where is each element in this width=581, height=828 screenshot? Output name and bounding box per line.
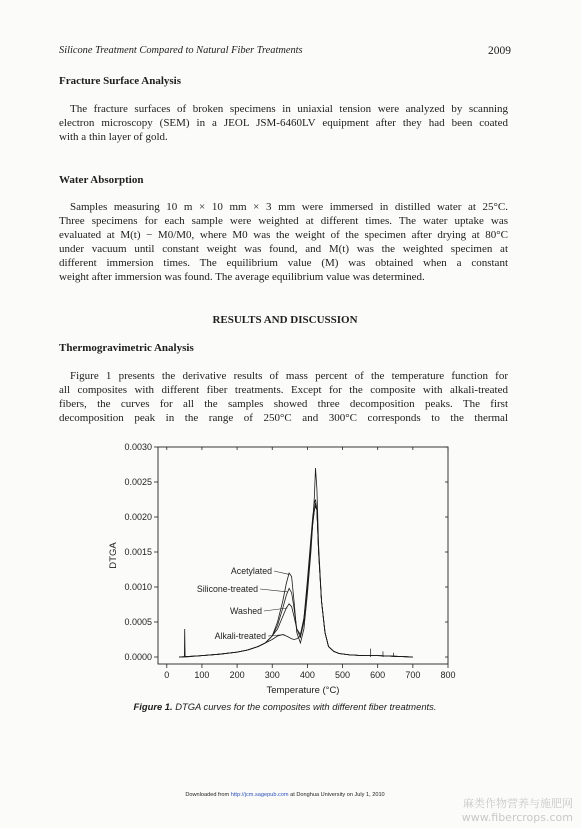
curve-annotation: Acetylated	[230, 566, 272, 576]
text-line: under vacuum until constant weight was found, and M(t) was the weighted specimen at	[59, 242, 508, 255]
text-line: evaluated at M(t) − M0/M0, where M0 was the weight of the specimen after drying at 80°C	[59, 228, 508, 241]
footer-link[interactable]: http://jcm.sagepub.com	[230, 792, 289, 798]
watermark-line-2: www.fibercrops.com	[461, 811, 573, 824]
x-tick-label: 600	[370, 670, 386, 680]
running-header	[59, 45, 511, 61]
text-line: Three specimens for each sample were weighted at different times. The water uptake was	[59, 214, 508, 227]
paragraph-thermo	[59, 370, 508, 426]
section-heading-thermo: Thermogravimetric Analysis	[59, 342, 194, 354]
x-tick-label: 700	[405, 670, 421, 680]
dtga-chart	[0, 430, 581, 700]
text-line: decomposition peak in the range of 250°C and 300°C corresponds to the thermal	[59, 411, 508, 424]
text-line: electron microscopy (SEM) in a JEOL JSM-6460LV equipment after they had been coated	[59, 116, 508, 129]
text-line: Figure 1 presents the derivative results of mass percent of the temperature function for	[70, 370, 508, 382]
caption-label: Figure 1.	[133, 701, 173, 712]
text-line: The fracture surfaces of broken specimens in uniaxial tension were analyzed by scanning	[70, 103, 508, 115]
text-line: fibers, the curves for all the samples showed three decomposition peaks. The first	[59, 397, 508, 410]
results-heading: RESULTS AND DISCUSSION	[212, 314, 358, 326]
x-axis-label: Temperature (°C)	[266, 685, 340, 696]
x-tick-label: 500	[335, 670, 351, 680]
x-tick-label: 0	[164, 670, 170, 680]
section-heading-water: Water Absorption	[59, 174, 144, 186]
paragraph-fracture	[59, 103, 508, 145]
series-line	[179, 468, 413, 657]
curve-annotation: Washed	[230, 606, 262, 616]
caption-text: DTGA curves for the composites with different fiber treatments.	[175, 701, 437, 712]
x-tick-label: 300	[264, 670, 280, 680]
footer-suffix: at Donghua University on July 1, 2010	[290, 792, 385, 798]
watermark-line-1: 麻类作物营养与施肥网	[463, 797, 573, 810]
page-number: 2009	[488, 45, 511, 57]
curve-annotation: Silicone-treated	[196, 584, 258, 594]
curve-annotation: Alkali-treated	[214, 631, 266, 641]
x-tick-label: 400	[299, 670, 315, 680]
text-line: weight after immersion was found. The average equilibrium value was determined.	[59, 270, 425, 283]
y-tick-label: 0.0015	[124, 547, 152, 557]
paragraph-water	[59, 201, 508, 284]
journal-title: Silicone Treatment Compared to Natural Fiber Treatments	[59, 45, 303, 56]
y-tick-label: 0.0020	[124, 512, 152, 522]
y-tick-label: 0.0010	[124, 582, 152, 592]
y-tick-label: 0.0030	[124, 442, 152, 452]
figure-caption	[59, 701, 511, 712]
x-tick-label: 100	[194, 670, 210, 680]
footer-prefix: Downloaded from	[185, 792, 230, 798]
annotation-leader	[274, 571, 289, 574]
text-line: Samples measuring 10 m × 10 mm × 3 mm were immersed in distilled water at 25°C.	[70, 201, 508, 213]
text-line: with a thin layer of gold.	[59, 130, 168, 143]
download-footer	[59, 792, 511, 798]
y-tick-label: 0.0005	[124, 617, 152, 627]
annotation-leader	[260, 589, 288, 592]
y-tick-label: 0.0000	[124, 652, 152, 662]
y-axis-label: DTGA	[108, 542, 119, 569]
annotation-leader	[264, 608, 287, 611]
watermark	[462, 797, 573, 825]
section-heading-fracture: Fracture Surface Analysis	[59, 75, 182, 87]
x-tick-label: 200	[229, 670, 245, 680]
x-tick-label: 800	[440, 670, 456, 680]
annotation-leader	[268, 635, 285, 636]
y-tick-label: 0.0025	[124, 477, 152, 487]
text-line: different immersion times. The equilibrium value (M) was obtained when a constant	[59, 256, 508, 269]
text-line: all composites with different fiber treatments. Except for the composite with alkali-treated	[59, 383, 508, 396]
